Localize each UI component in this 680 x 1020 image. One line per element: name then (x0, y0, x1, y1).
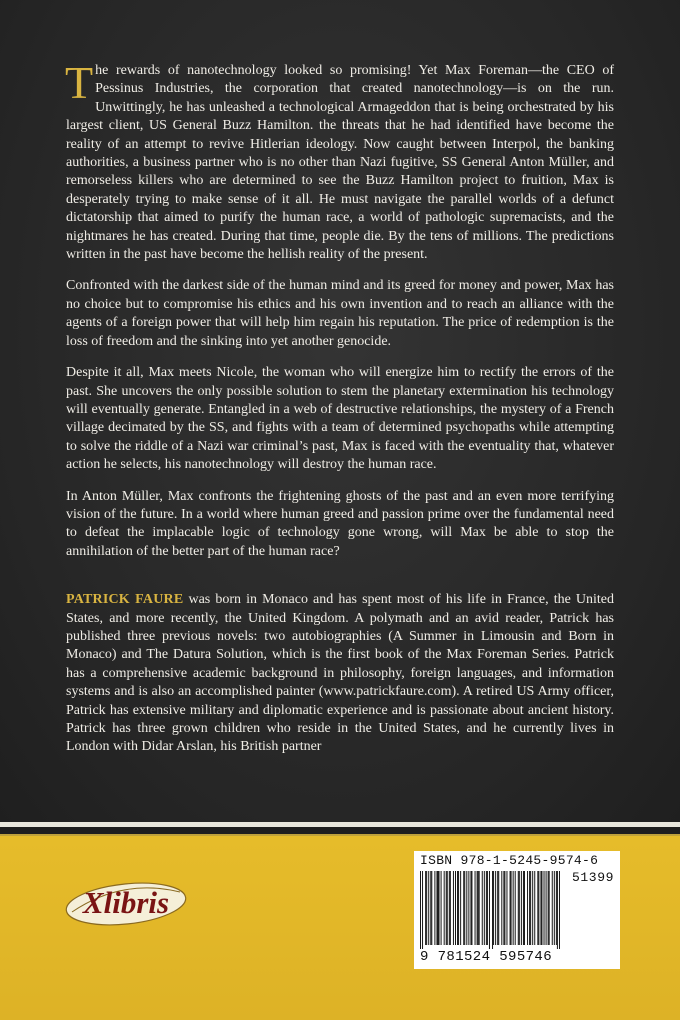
barcode-bar (513, 871, 514, 945)
barcode-bar (537, 871, 538, 945)
barcode-bar (556, 871, 557, 945)
barcode-bar (486, 871, 487, 945)
barcode-bar (441, 871, 442, 945)
barcode-bar (457, 871, 458, 945)
barcode-bar (530, 871, 531, 945)
barcode-bar (493, 871, 494, 945)
ean-digits: 9 781524 595746 (420, 949, 553, 965)
barcode-bar (529, 871, 530, 945)
drop-cap: T (65, 57, 94, 108)
barcode-bar (492, 871, 493, 949)
barcode-bar (446, 871, 447, 945)
barcode-bar (495, 871, 496, 945)
barcode-bar (484, 871, 485, 945)
barcode-bar (431, 871, 432, 945)
barcode-bar (420, 871, 421, 949)
barcode-bar (540, 871, 541, 945)
barcode-bar (534, 871, 535, 945)
barcode-bar (515, 871, 516, 945)
author-bio (66, 591, 614, 757)
publisher-name: Xlibris (82, 885, 170, 920)
ean-barcode (420, 871, 560, 951)
barcode-bar (523, 871, 524, 945)
barcode-bar (464, 871, 465, 945)
barcode-bar (478, 871, 479, 945)
synopsis-paragraph-3: Despite it all, Max meets Nicole, the woman who will energize him to rectify the errors of the past. She uncovers the only possible solution to stem the planetary extermination his technology will eventually generate. Entangled in a web of destructive relationships, the mystery of a French village decimated by the SS, and fights with a team of determined psychopaths while attempting to solve the riddle of a Nazi war criminal’s past, Max is faced with the eventuality that, whatever action he selects, his nanotechnology will destroy the human race. (66, 365, 614, 473)
author-bio-text: was born in Monaco and has spent most of his life in France, the United States, and more recently, the United Kingdom. A polymath and an avid reader, Patrick has published three previous novels: two autobiographies (A Summer in Limousin and Born in Monaco) and The Datura Solution, which is the first book of the Max Foreman Series. Patrick has a comprehensive academic background in philosophy, foreign languages, and information systems and is also an accomplished painter (www.patrickfaure.com). A retired US Army officer, Patrick has extensive military and diplomatic experience and is passionate about ancient history. Patrick has three grown children who reside in the United States, and he currently lives in London with Didar Arslan, his British partner (66, 592, 614, 755)
barcode-bar (450, 871, 451, 945)
barcode-panel (414, 851, 620, 969)
barcode-bar (477, 871, 478, 945)
barcode-bar (489, 871, 490, 949)
barcode-bar (468, 871, 469, 945)
barcode-bar (466, 871, 467, 945)
barcode-bar (447, 871, 448, 945)
barcode-bar (453, 871, 454, 945)
barcode-bar (482, 871, 483, 945)
barcode-bar (434, 871, 435, 945)
barcode-bar (470, 871, 471, 945)
barcode-bar (544, 871, 545, 945)
barcode-bar (455, 871, 456, 945)
barcode-bar (428, 871, 429, 945)
barcode-bar (521, 871, 522, 945)
barcode-bar (510, 871, 511, 945)
barcode-bar (518, 871, 519, 945)
barcode-bar (552, 871, 553, 945)
barcode-bar (430, 871, 431, 945)
divider-stripe-dark (0, 827, 680, 834)
barcode-bar (475, 871, 476, 945)
barcode-bar (487, 871, 488, 945)
synopsis-paragraph-2: Confronted with the darkest side of the human mind and its greed for money and power, Max has no choice but to compromise his ethics and his own invention and to reach an alliance with the agents of a foreign power that will help him regain his reputation. The price of redemption is the loss of freedom and the sinking into yet another genocide. (66, 278, 614, 349)
barcode-bar (501, 871, 502, 945)
barcode-bar (444, 871, 445, 945)
barcode-bar (438, 871, 439, 945)
author-name: PATRICK FAURE (66, 592, 184, 608)
price-code: 51399 (571, 870, 614, 885)
barcode-bar (460, 871, 461, 945)
barcode-bar (554, 871, 555, 945)
barcode-bar (541, 871, 542, 945)
barcode-bar (436, 871, 437, 945)
barcode-bar (426, 871, 427, 945)
barcode-bar (511, 871, 512, 945)
barcode-bar (532, 871, 533, 945)
barcode-bar (538, 871, 539, 945)
barcode-bar (519, 871, 520, 945)
barcode-bar (422, 871, 423, 949)
barcode-bar (458, 871, 459, 945)
barcode-bar (498, 871, 499, 945)
isbn-label: ISBN 978-1-5245-9574-6 (420, 853, 599, 868)
barcode-bar (524, 871, 525, 945)
barcode-bar (548, 871, 549, 945)
barcode-bar (546, 871, 547, 945)
barcode-bar (449, 871, 450, 945)
barcode-bar (425, 871, 426, 945)
barcode-bar (471, 871, 472, 945)
barcode-bar (504, 871, 505, 945)
barcode-bar (527, 871, 528, 945)
barcode-bar (479, 871, 480, 945)
barcode-bar (439, 871, 440, 945)
barcode-bar (506, 871, 507, 945)
barcode-bar (557, 871, 558, 949)
synopsis-blurb (65, 57, 614, 770)
xlibris-logo (62, 868, 190, 938)
barcode-bar (463, 871, 464, 945)
synopsis-paragraph-1: The rewards of nanotechnology looked so promising! Yet Max Foreman—the CEO of Pessinus Industries, the corporation that created nanotechnology—is on the run. Unwittingly, he has unleashed a technological Armageddon that is being orchestrated by his largest client, US General Buzz Hamilton. the threats that he had identified have become the reality of an attempt to revive Hitlerian ideology. Now caught between Interpol, the banking authorities, a business partner who is no other than Nazi fugitive, SS General Anton Müller, and remorseless killers who are determined to see the Buzz Hamilton project to fruition, Max is desperately trying to make sense of it all. He must navigate the parallel worlds of a defunct dictatorship that aimed to purify the human race, a world of pathologic supremacists, and the nightmares he has created. During that time, people die. By the tens of millions. The predictions written in the past have become the hellish reality of the present. (65, 57, 614, 263)
barcode-bar (503, 871, 504, 945)
barcode-bar (559, 871, 560, 949)
synopsis-paragraph-4: In Anton Müller, Max confronts the frightening ghosts of the past and an even more terrifying vision of the future. In a world where human greed and passion prime over the fundamental need to defeat the implacable logic of technology gone wrong, will Max be able to stop the annihilation of the better part of the human race? (66, 488, 614, 559)
barcode-bar (497, 871, 498, 945)
barcode-bar (549, 871, 550, 945)
